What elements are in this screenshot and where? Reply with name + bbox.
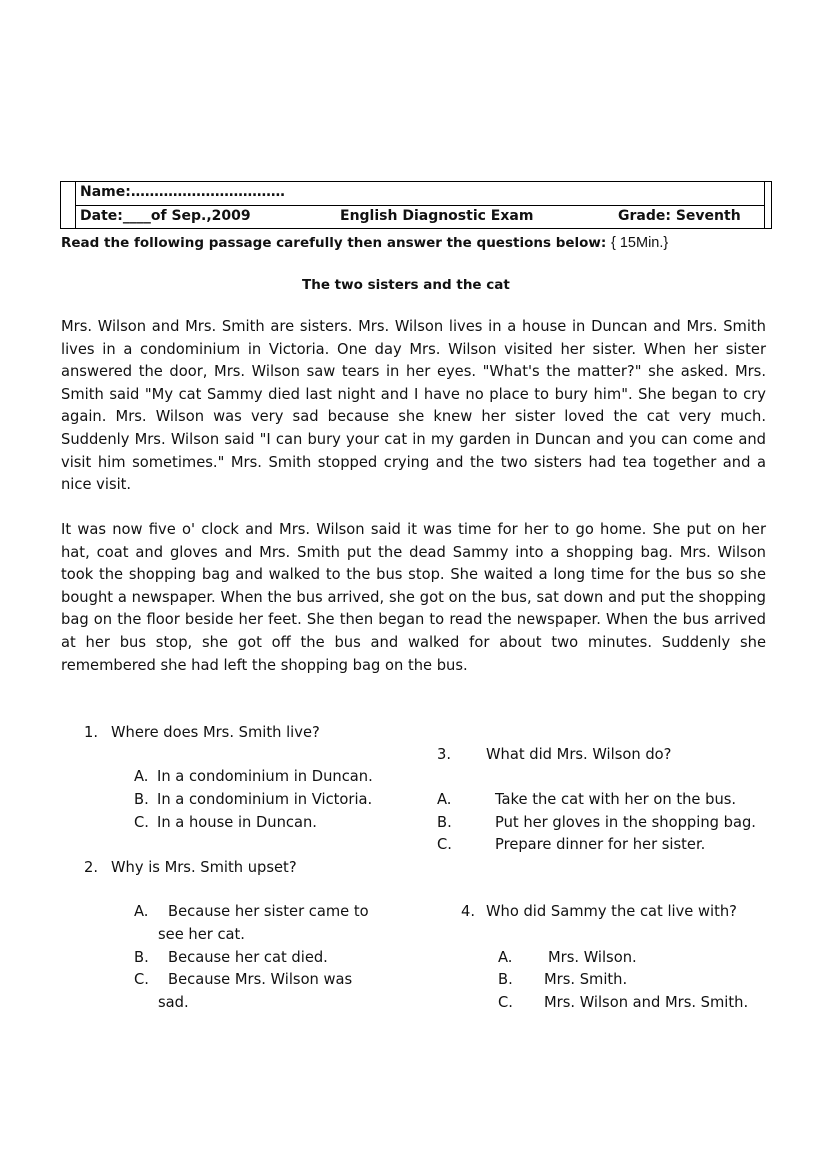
time-limit: { 15Min.} xyxy=(611,235,669,251)
passage-title: The two sisters and the cat xyxy=(302,277,510,293)
q1-option-a-letter: A. xyxy=(134,768,149,785)
header-divider xyxy=(75,205,765,206)
q4-option-c-letter: C. xyxy=(498,994,513,1011)
q3-option-a-letter: A. xyxy=(437,791,452,808)
q2-option-b-letter: B. xyxy=(134,949,149,966)
question-2-number: 2. xyxy=(84,859,99,876)
q3-option-c-letter: C. xyxy=(437,836,452,853)
q1-option-b-letter: B. xyxy=(134,791,149,808)
name-field[interactable]: Name:…………………………… xyxy=(80,184,285,200)
q3-option-a[interactable]: Take the cat with her on the bus. xyxy=(495,791,737,808)
question-3-number: 3. xyxy=(437,746,452,763)
q3-option-c[interactable]: Prepare dinner for her sister. xyxy=(495,836,706,853)
question-4-number: 4. xyxy=(461,903,476,920)
grade-label: Grade: Seventh xyxy=(618,208,741,224)
date-field[interactable]: Date:____of Sep.,2009 xyxy=(80,208,251,224)
q3-option-b-letter: B. xyxy=(437,814,452,831)
question-3-text: What did Mrs. Wilson do? xyxy=(486,746,672,763)
q4-option-a-letter: A. xyxy=(498,949,513,966)
passage-paragraph-1: Mrs. Wilson and Mrs. Smith are sisters. Mrs. Wilson lives in a house in Duncan and Mrs. Smith lives in a condominium in Victoria. One day Mrs. Wilson visited her sister. When her sister answered the door, Mrs. Wilson saw tears in her eyes. "What's the matter?" she asked. Mrs. Smith said "My cat Sammy died last night and I have no place to bury him". She began to cry again. Mrs. Wilson was very sad because she knew her sister loved the cat very much. Suddenly Mrs. Wilson said "I can bury your cat in my garden in Duncan and you can come and visit him sometimes." Mrs. Smith stopped crying and the two sisters had tea together and a nice visit. xyxy=(61,318,766,494)
exam-title: English Diagnostic Exam xyxy=(340,208,534,224)
instructions xyxy=(61,235,668,251)
q2-option-c-letter: C. xyxy=(134,971,149,988)
q1-option-c[interactable]: In a house in Duncan. xyxy=(157,814,317,831)
q2-option-a-letter: A. xyxy=(134,903,149,920)
passage-paragraph-2: It was now five o' clock and Mrs. Wilson said it was time for her to go home. She put on her hat, coat and gloves and Mrs. Smith put the dead Sammy into a shopping bag. Mrs. Wilson took the shopping bag and walked to the bus stop. She waited a long time for the bus so she bought a newspaper. When the bus arrived, she got on the bus, sat down and put the shopping bag on the floor beside her feet. She then began to read the newspaper. When the bus arrived at her bus stop, she got off the bus and walked for about two minutes. Suddenly she remembered she had left the shopping bag on the bus. xyxy=(61,521,766,674)
q2-option-b[interactable]: Because her cat died. xyxy=(168,949,328,966)
q4-option-a[interactable]: Mrs. Wilson. xyxy=(548,949,637,966)
q3-option-b[interactable]: Put her gloves in the shopping bag. xyxy=(495,814,756,831)
q1-option-c-letter: C. xyxy=(134,814,149,831)
q2-option-a[interactable]: Because her sister came to xyxy=(168,903,369,920)
q2-option-a-cont[interactable]: see her cat. xyxy=(158,926,245,943)
q2-option-c[interactable]: Because Mrs. Wilson was xyxy=(168,971,353,988)
q4-option-c[interactable]: Mrs. Wilson and Mrs. Smith. xyxy=(544,994,749,1011)
question-1-number: 1. xyxy=(84,724,99,741)
q1-option-b[interactable]: In a condominium in Victoria. xyxy=(157,791,373,808)
q4-option-b[interactable]: Mrs. Smith. xyxy=(544,971,628,988)
question-2-text: Why is Mrs. Smith upset? xyxy=(111,859,297,876)
question-4-text: Who did Sammy the cat live with? xyxy=(486,903,737,920)
q4-option-b-letter: B. xyxy=(498,971,513,988)
instructions-text: Read the following passage carefully then answer the questions below: xyxy=(61,235,607,251)
question-1-text: Where does Mrs. Smith live? xyxy=(111,724,320,741)
q1-option-a[interactable]: In a condominium in Duncan. xyxy=(157,768,373,785)
q2-option-c-cont[interactable]: sad. xyxy=(158,994,189,1011)
